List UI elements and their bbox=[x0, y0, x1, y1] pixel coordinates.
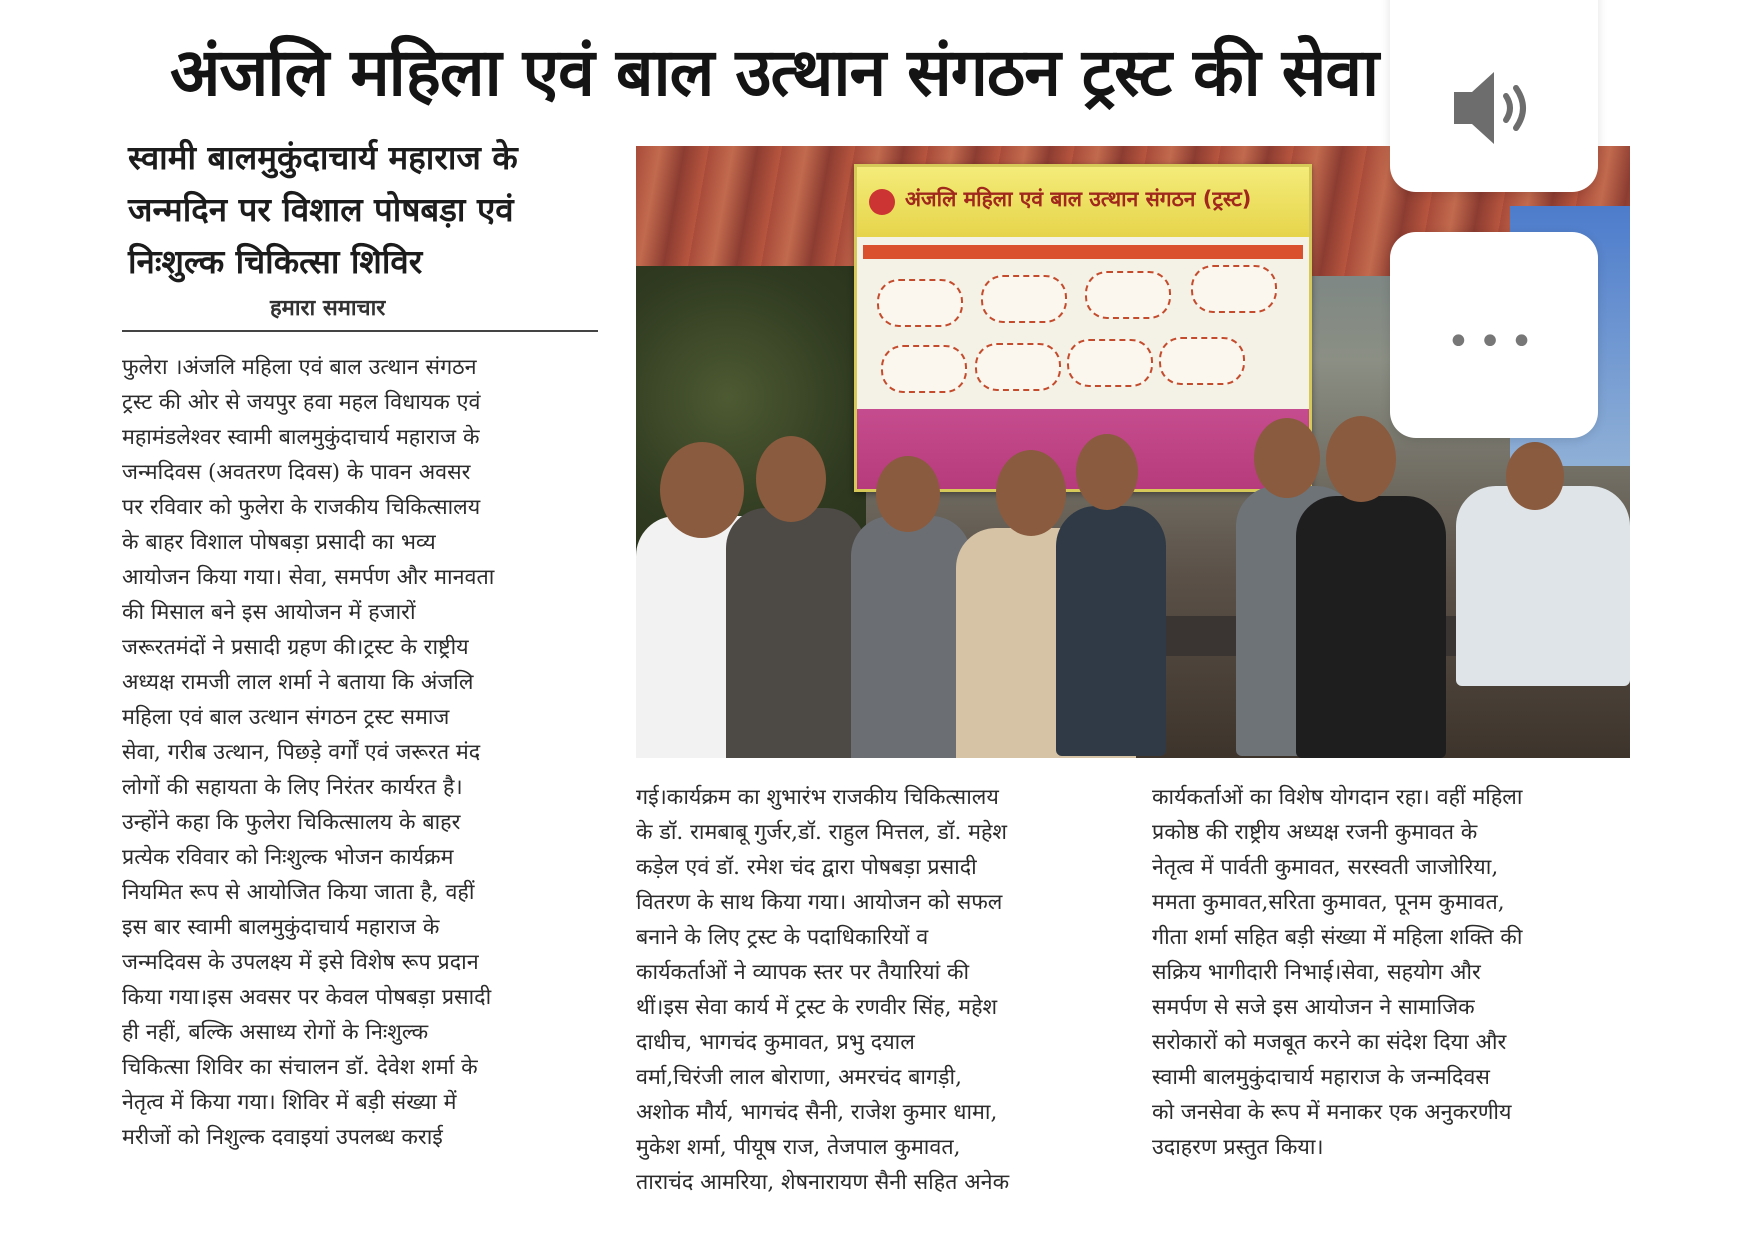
banner-bubble bbox=[881, 345, 967, 393]
text-line: दाधीच, भागचंद कुमावत, प्रभु दयाल bbox=[636, 1030, 915, 1055]
text-line: कड़ेल एवं डॉ. रमेश चंद द्वारा पोषबड़ा प्रसादी bbox=[636, 855, 977, 880]
person-head bbox=[1506, 442, 1564, 510]
text-line: नेतृत्व में किया गया। शिविर में बड़ी संख्या में bbox=[122, 1090, 457, 1115]
text-line: बनाने के लिए ट्रस्ट के पदाधिकारियों व bbox=[636, 925, 929, 950]
text-line: सक्रिय भागीदारी निभाई।सेवा, सहयोग और bbox=[1152, 960, 1481, 985]
banner-header bbox=[857, 167, 1309, 237]
text-line: पर रविवार को फुलेरा के राजकीय चिकित्सालय bbox=[122, 495, 481, 520]
banner-bubble bbox=[975, 343, 1061, 391]
text-line: आयोजन किया गया। सेवा, समर्पण और मानवता bbox=[122, 565, 495, 590]
text-line: थीं।इस सेवा कार्य में ट्रस्ट के रणवीर सिंह, महेश bbox=[636, 995, 998, 1020]
text-line: इस बार स्वामी बालमुकुंदाचार्य महाराज के bbox=[122, 915, 440, 940]
person bbox=[1296, 496, 1446, 758]
text-line: ही नहीं, बल्कि असाध्य रोगों के निःशुल्क bbox=[122, 1020, 429, 1045]
banner-bubble bbox=[877, 279, 963, 327]
text-line: गई।कार्यक्रम का शुभारंभ राजकीय चिकित्सालय bbox=[636, 785, 999, 810]
text-line: गीता शर्मा सहित बड़ी संख्या में महिला शक्ति की bbox=[1152, 925, 1523, 950]
banner-title: अंजलि महिला एवं बाल उत्थान संगठन (ट्रस्ट) bbox=[905, 187, 1252, 211]
byline: हमारा समाचार bbox=[270, 296, 386, 321]
person bbox=[726, 508, 866, 758]
trust-logo-icon bbox=[869, 189, 895, 215]
banner-bubble bbox=[1067, 339, 1153, 387]
read-aloud-button[interactable] bbox=[1390, 0, 1598, 192]
article-column-2 bbox=[636, 780, 1116, 1200]
banner-strip bbox=[863, 245, 1303, 259]
text-line: जन्मदिवस (अवतरण दिवस) के पावन अवसर bbox=[122, 460, 471, 485]
text-line: चिकित्सा शिविर का संचालन डॉ. देवेश शर्मा के bbox=[122, 1055, 478, 1080]
text-line: लोगों की सहायता के लिए निरंतर कार्यरत है। bbox=[122, 775, 463, 800]
text-line: फुलेरा ।अंजलि महिला एवं बाल उत्थान संगठन bbox=[122, 355, 477, 380]
person bbox=[1456, 486, 1630, 686]
text-line: अध्यक्ष रामजी लाल शर्मा ने बताया कि अंजलि bbox=[122, 670, 474, 695]
text-line: प्रत्येक रविवार को निःशुल्क भोजन कार्यक्रम bbox=[122, 845, 454, 870]
text-line: की मिसाल बने इस आयोजन में हजारों bbox=[122, 600, 416, 625]
more-icon: ••• bbox=[1446, 319, 1542, 365]
text-line: महामंडलेश्वर स्वामी बालमुकुंदाचार्य महाराज के bbox=[122, 425, 480, 450]
text-line: जरूरतमंदों ने प्रसादी ग्रहण की।ट्रस्ट के राष्ट्रीय bbox=[122, 635, 469, 660]
banner-bubble bbox=[1085, 271, 1171, 319]
text-line: कार्यकर्ताओं ने व्यापक स्तर पर तैयारियां की bbox=[636, 960, 970, 985]
subheadline-line: जन्मदिन पर विशाल पोषबड़ा एवं bbox=[128, 190, 514, 229]
text-line: नियमित रूप से आयोजित किया जाता है, वहीं bbox=[122, 880, 475, 905]
person bbox=[1056, 506, 1166, 756]
trust-banner bbox=[854, 164, 1312, 492]
text-line: महिला एवं बाल उत्थान संगठन ट्रस्ट समाज bbox=[122, 705, 450, 730]
article-headline: अंजलि महिला एवं बाल उत्थान संगठन ट्रस्ट की सेवा bbox=[170, 34, 1379, 111]
article-column-1 bbox=[122, 350, 600, 1155]
banner-bubble bbox=[981, 275, 1067, 323]
divider bbox=[122, 330, 598, 332]
text-line: जन्मदिवस के उपलक्ष्य में इसे विशेष रूप प्रदान bbox=[122, 950, 479, 975]
text-line: को जनसेवा के रूप में मनाकर एक अनुकरणीय bbox=[1152, 1100, 1512, 1125]
person-head bbox=[996, 450, 1066, 536]
banner-bubble bbox=[1159, 337, 1245, 385]
person-head bbox=[876, 456, 940, 532]
text-line: प्रकोष्ठ की राष्ट्रीय अध्यक्ष रजनी कुमावत के bbox=[1152, 820, 1478, 845]
subheadline-line: स्वामी बालमुकुंदाचार्य महाराज के bbox=[128, 138, 518, 177]
more-options-button[interactable] bbox=[1390, 232, 1598, 438]
subheadline-line: निःशुल्क चिकित्सा शिविर bbox=[128, 242, 423, 281]
text-line: नेतृत्व में पार्वती कुमावत, सरस्वती जाजोरिया, bbox=[1152, 855, 1499, 880]
text-line: सरोकारों को मजबूत करने का संदेश दिया और bbox=[1152, 1030, 1507, 1055]
banner-bubble bbox=[1191, 265, 1277, 313]
article-subheadline bbox=[128, 132, 598, 288]
text-line: अशोक मौर्य, भागचंद सैनी, राजेश कुमार धामा, bbox=[636, 1100, 998, 1125]
text-line: उन्होंने कहा कि फुलेरा चिकित्सालय के बाहर bbox=[122, 810, 461, 835]
person bbox=[851, 516, 971, 758]
person-head bbox=[660, 442, 744, 538]
person-head bbox=[1254, 418, 1320, 498]
person-head bbox=[1076, 434, 1138, 510]
text-line: के बाहर विशाल पोषबड़ा प्रसादी का भव्य bbox=[122, 530, 436, 555]
text-line: स्वामी बालमुकुंदाचार्य महाराज के जन्मदिवस bbox=[1152, 1065, 1490, 1090]
text-line: ममता कुमावत,सरिता कुमावत, पूनम कुमावत, bbox=[1152, 890, 1505, 915]
text-line: ताराचंद आमरिया, शेषनारायण सैनी सहित अनेक bbox=[636, 1170, 1010, 1195]
person-head bbox=[1326, 416, 1396, 502]
text-line: किया गया।इस अवसर पर केवल पोषबड़ा प्रसादी bbox=[122, 985, 492, 1010]
text-line: मुकेश शर्मा, पीयूष राज, तेजपाल कुमावत, bbox=[636, 1135, 961, 1160]
text-line: वितरण के साथ किया गया। आयोजन को सफल bbox=[636, 890, 1003, 915]
speaker-icon bbox=[1448, 62, 1540, 154]
text-line: कार्यकर्ताओं का विशेष योगदान रहा। वहीं महिला bbox=[1152, 785, 1523, 810]
article-column-3 bbox=[1152, 780, 1632, 1165]
text-line: मरीजों को निशुल्क दवाइयां उपलब्ध कराई bbox=[122, 1125, 443, 1150]
text-line: समर्पण से सजे इस आयोजन ने सामाजिक bbox=[1152, 995, 1475, 1020]
text-line: वर्मा,चिरंजी लाल बोराणा, अमरचंद बागड़ी, bbox=[636, 1065, 962, 1090]
person-head bbox=[756, 436, 826, 522]
text-line: के डॉ. रामबाबू गुर्जर,डॉ. राहुल मित्तल, डॉ. महेश bbox=[636, 820, 1008, 845]
text-line: उदाहरण प्रस्तुत किया। bbox=[1152, 1135, 1324, 1160]
text-line: ट्रस्ट की ओर से जयपुर हवा महल विधायक एवं bbox=[122, 390, 481, 415]
text-line: सेवा, गरीब उत्थान, पिछड़े वर्गों एवं जरूरत मंद bbox=[122, 740, 481, 765]
